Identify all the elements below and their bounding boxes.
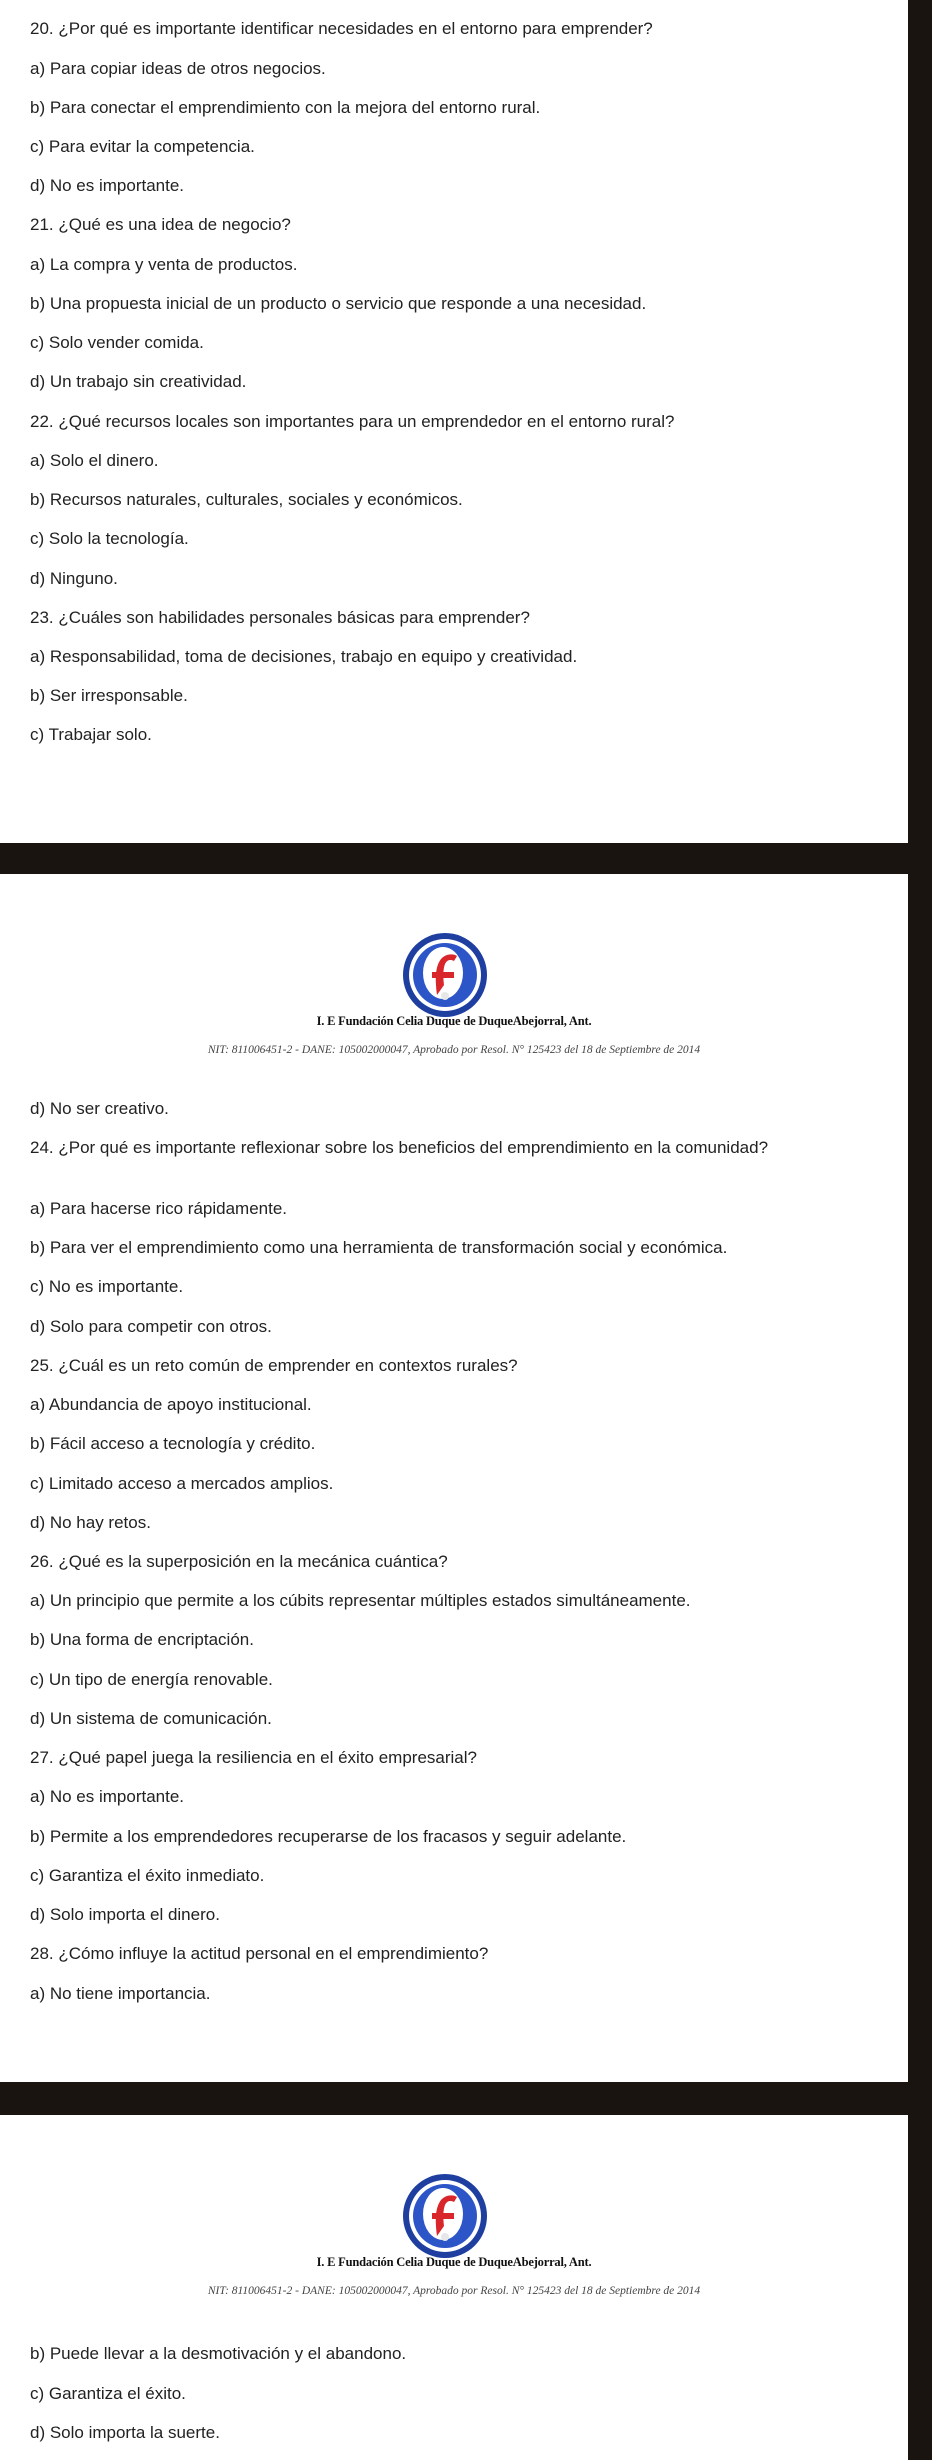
option-22d: d) Ninguno.: [30, 569, 118, 588]
school-crest-icon: [399, 929, 491, 1021]
option-23a: a) Responsabilidad, toma de decisiones, trabajo en equipo y creatividad.: [30, 647, 578, 666]
option-20a: a) Para copiar ideas de otros negocios.: [30, 59, 326, 78]
question-26: 26. ¿Qué es la superposición en la mecánica cuántica?: [30, 1552, 448, 1571]
option-21a: a) La compra y venta de productos.: [30, 255, 298, 274]
institution-nit: NIT: 811006451-2 - DANE: 105002000047, Aprobado por Resol. N° 125423 del 18 de Septiembre de 2014: [207, 2285, 701, 2297]
option-25a: a) Abundancia de apoyo institucional.: [30, 1395, 312, 1414]
option-21b: b) Una propuesta inicial de un producto o servicio que responde a una necesidad.: [30, 294, 647, 313]
question-25: 25. ¿Cuál es un reto común de emprender en contextos rurales?: [30, 1356, 518, 1375]
option-24c: c) No es importante.: [30, 1277, 184, 1296]
document-page-2: [0, 874, 908, 2082]
option-23b: b) Ser irresponsable.: [30, 686, 188, 705]
question-21: 21. ¿Qué es una idea de negocio?: [30, 215, 291, 234]
document-page-1: [0, 0, 908, 843]
option-20d: d) No es importante.: [30, 176, 185, 195]
option-20b: b) Para conectar el emprendimiento con la mejora del entorno rural.: [30, 98, 541, 117]
option-24b: b) Para ver el emprendimiento como una herramienta de transformación social y económica.: [30, 1238, 728, 1257]
option-25b: b) Fácil acceso a tecnología y crédito.: [30, 1434, 316, 1453]
option-26d: d) Un sistema de comunicación.: [30, 1709, 272, 1728]
option-28d: d) Solo importa la suerte.: [30, 2423, 220, 2442]
institution-nit: NIT: 811006451-2 - DANE: 105002000047, Aprobado por Resol. N° 125423 del 18 de Septiembre de 2014: [207, 1044, 701, 1056]
option-27b: b) Permite a los emprendedores recuperarse de los fracasos y seguir adelante.: [30, 1827, 627, 1846]
institution-name: I. E Fundación Celia Duque de DuqueAbejorral, Ant.: [316, 2255, 592, 2269]
option-22b: b) Recursos naturales, culturales, sociales y económicos.: [30, 490, 463, 509]
option-28c: c) Garantiza el éxito.: [30, 2384, 186, 2403]
option-28a: a) No tiene importancia.: [30, 1984, 211, 2003]
option-27c: c) Garantiza el éxito inmediato.: [30, 1866, 265, 1885]
question-23: 23. ¿Cuáles son habilidades personales básicas para emprender?: [30, 608, 530, 627]
option-22c: c) Solo la tecnología.: [30, 529, 189, 548]
option-25d: d) No hay retos.: [30, 1513, 151, 1532]
option-20c: c) Para evitar la competencia.: [30, 137, 255, 156]
option-23d: d) No ser creativo.: [30, 1099, 169, 1118]
question-20: 20. ¿Por qué es importante identificar necesidades en el entorno para emprender?: [30, 19, 653, 38]
question-27: 27. ¿Qué papel juega la resiliencia en el éxito empresarial?: [30, 1748, 477, 1767]
option-26b: b) Una forma de encriptación.: [30, 1630, 254, 1649]
school-crest-icon: [399, 2170, 491, 2262]
option-27a: a) No es importante.: [30, 1787, 185, 1806]
question-28: 28. ¿Cómo influye la actitud personal en el emprendimiento?: [30, 1944, 489, 1963]
option-24d: d) Solo para competir con otros.: [30, 1317, 272, 1336]
question-24: 24. ¿Por qué es importante reflexionar sobre los beneficios del emprendimiento en la comunidad?: [30, 1138, 769, 1157]
option-27d: d) Solo importa el dinero.: [30, 1905, 220, 1924]
option-23c: c) Trabajar solo.: [30, 725, 152, 744]
institution-name: I. E Fundación Celia Duque de DuqueAbejorral, Ant.: [316, 1014, 592, 1028]
option-25c: c) Limitado acceso a mercados amplios.: [30, 1474, 334, 1493]
option-21c: c) Solo vender comida.: [30, 333, 204, 352]
question-22: 22. ¿Qué recursos locales son importantes para un emprendedor en el entorno rural?: [30, 412, 675, 431]
option-28b: b) Puede llevar a la desmotivación y el abandono.: [30, 2344, 407, 2363]
option-26a: a) Un principio que permite a los cúbits representar múltiples estados simultáneamente.: [30, 1591, 691, 1610]
option-24a: a) Para hacerse rico rápidamente.: [30, 1199, 288, 1218]
option-22a: a) Solo el dinero.: [30, 451, 159, 470]
option-26c: c) Un tipo de energía renovable.: [30, 1670, 273, 1689]
document-page-3: [0, 2115, 908, 2460]
option-21d: d) Un trabajo sin creatividad.: [30, 372, 247, 391]
